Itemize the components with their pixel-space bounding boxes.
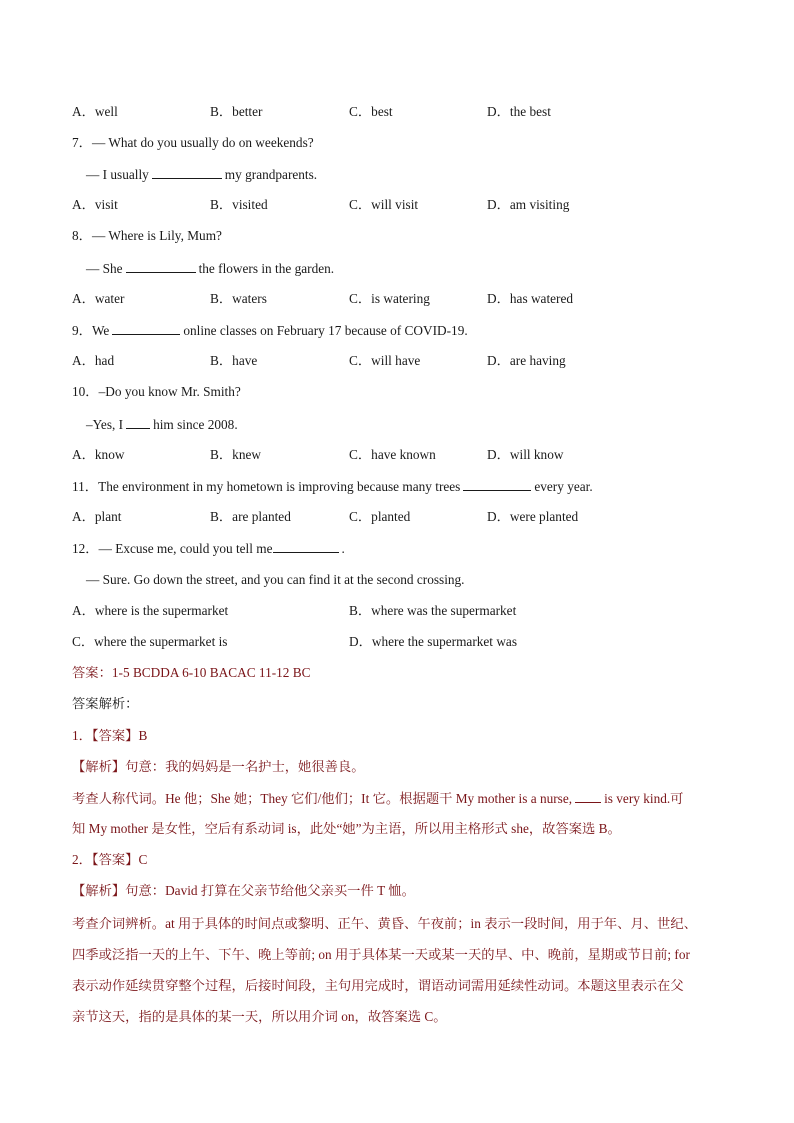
q12-response: — Sure. Go down the street, and you can find it at the second crossing. xyxy=(86,572,465,587)
q6-option-d: D．the best xyxy=(487,104,551,119)
exp1-meaning: 【解析】句意：我的妈妈是一名护士，她很善良。 xyxy=(72,759,365,774)
answer-analysis-heading: 答案解析： xyxy=(72,696,139,711)
q10-option-a: A．know xyxy=(72,447,125,462)
exp1-answer: 1．【答案】B xyxy=(72,728,148,743)
q7-response-post: my grandparents. xyxy=(224,167,318,182)
q10-question: 10．–Do you know Mr. Smith? xyxy=(72,384,241,399)
q9-question-pre: 9．We xyxy=(72,323,110,338)
q10-option-d: D．will know xyxy=(487,447,564,462)
q8-option-a: A．water xyxy=(72,291,125,306)
q7-response xyxy=(86,165,317,184)
exp2-analysis-line2: 四季或泛指一天的上午、下午、晚上等前; on 用于具体某一天或某一天的早、中、晚前，星期或节日前; for xyxy=(72,947,690,962)
exp1-line1-pre: 考查人称代词。He 他；She 她；They 它们/他们；It 它。根据题干 My mother is a nurse, xyxy=(72,791,573,806)
q6-option-a: A．well xyxy=(72,104,118,119)
q11-option-b: B．are planted xyxy=(210,509,291,524)
exp2-answer: 2．【答案】C xyxy=(72,852,148,867)
q8-response-pre: — She xyxy=(86,261,123,276)
q7-option-c: C．will visit xyxy=(349,197,419,212)
q10-blank xyxy=(126,415,150,429)
q10-response-pre: –Yes, I xyxy=(86,417,124,432)
exp2-analysis-line4: 亲节这天，指的是具体的某一天，所以用介词 on，故答案选 C。 xyxy=(72,1009,447,1024)
q9-option-a: A．had xyxy=(72,353,115,368)
q10-option-b: B．knew xyxy=(210,447,261,462)
q8-option-d: D．has watered xyxy=(487,291,574,306)
q12-question-post: . xyxy=(341,541,345,556)
exp1-analysis-line2: 知 My mother 是女性，空后有系动词 is，此处“她”为主语，所以用主格形式 she，故答案选 B。 xyxy=(72,821,621,836)
q11-option-d: D．were planted xyxy=(487,509,579,524)
q9-option-d: D．are having xyxy=(487,353,566,368)
q8-option-b: B．waters xyxy=(210,291,267,306)
q12-option-d: D．where the supermarket was xyxy=(349,634,517,649)
q12-option-c: C．where the supermarket is xyxy=(72,634,228,649)
q9-question xyxy=(72,321,468,340)
q7-option-d: D．am visiting xyxy=(487,197,570,212)
exp2-analysis-line1: 考查介词辨析。at 用于具体的时间点或黎明、正午、黄昏、午夜前；in 表示一段时间，用于年、月、世纪、 xyxy=(72,916,697,931)
q12-blank xyxy=(273,539,339,553)
q7-option-b: B．visited xyxy=(210,197,268,212)
q7-question: 7．— What do you usually do on weekends? xyxy=(72,135,314,150)
q10-option-c: C．have known xyxy=(349,447,436,462)
q8-option-c: C．is watering xyxy=(349,291,430,306)
exp1-line1-post: is very kind.可 xyxy=(604,791,684,806)
q8-response xyxy=(86,259,334,278)
q9-option-c: C．will have xyxy=(349,353,421,368)
answer-key: 答案：1-5 BCDDA 6-10 BACAC 11-12 BC xyxy=(72,665,311,680)
q9-option-b: B．have xyxy=(210,353,258,368)
q11-blank xyxy=(463,477,531,491)
q10-response-post: him since 2008. xyxy=(153,417,238,432)
q11-question xyxy=(72,477,593,496)
q11-option-a: A．plant xyxy=(72,509,122,524)
q9-question-post: online classes on February 17 because of COVID-19. xyxy=(183,323,468,338)
exp2-analysis-line3: 表示动作延续贯穿整个过程，后接时间段，主句用完成时，谓语动词需用延续性动词。本题这里表示在父 xyxy=(72,978,684,993)
q10-response xyxy=(86,415,238,434)
q8-response-post: the flowers in the garden. xyxy=(198,261,335,276)
exp1-analysis-line1 xyxy=(72,789,683,808)
q7-blank xyxy=(152,165,222,179)
q7-response-pre: — I usually xyxy=(86,167,149,182)
q12-question xyxy=(72,539,345,558)
q12-option-a: A．where is the supermarket xyxy=(72,603,229,618)
q8-question: 8．— Where is Lily, Mum? xyxy=(72,228,222,243)
q6-option-b: B．better xyxy=(210,104,263,119)
q9-blank xyxy=(112,321,180,335)
q7-option-a: A．visit xyxy=(72,197,118,212)
q6-option-c: C．best xyxy=(349,104,393,119)
q12-question-pre: 12．— Excuse me, could you tell me xyxy=(72,541,273,556)
exp2-meaning: 【解析】句意：David 打算在父亲节给他父亲买一件 T 恤。 xyxy=(72,883,415,898)
exp1-blank xyxy=(575,789,601,803)
q12-option-b: B．where was the supermarket xyxy=(349,603,517,618)
q11-question-pre: 11．The environment in my hometown is improving because many trees xyxy=(72,479,461,494)
q11-option-c: C．planted xyxy=(349,509,411,524)
q11-question-post: every year. xyxy=(534,479,593,494)
q8-blank xyxy=(126,259,196,273)
